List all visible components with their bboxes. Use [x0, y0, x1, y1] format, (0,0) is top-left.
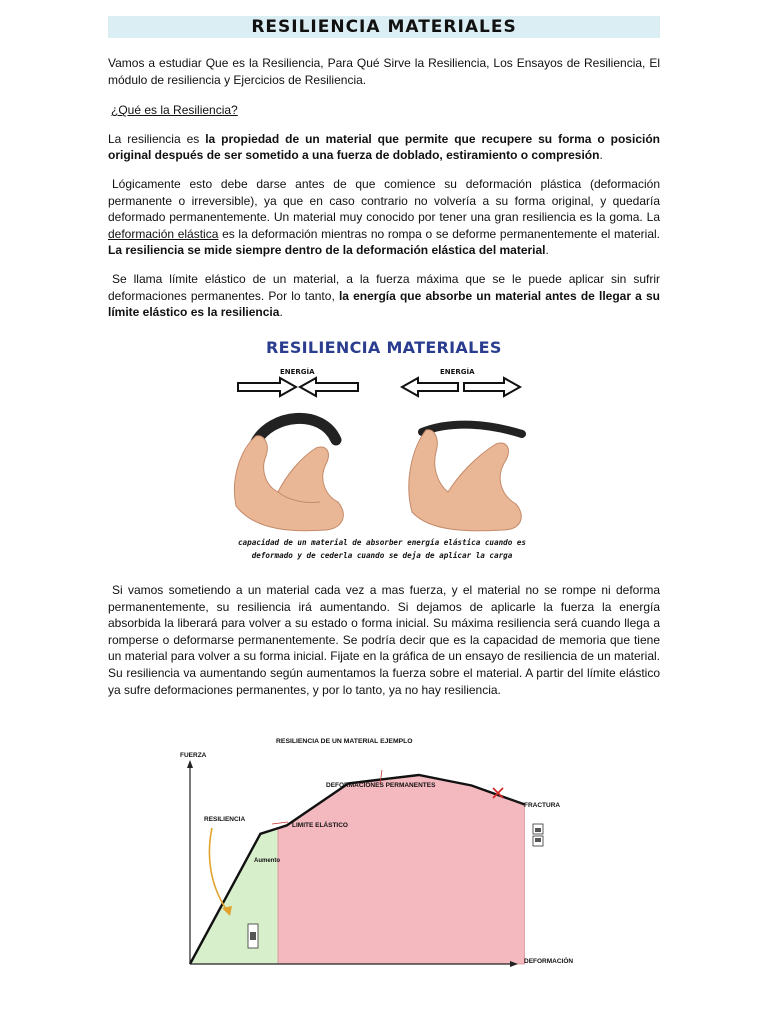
explain-block — [108, 582, 660, 698]
stretch-arrows-icon — [402, 378, 520, 396]
definition-lead: La resiliencia es — [108, 131, 206, 146]
limit-paragraph — [108, 271, 660, 321]
aumento-label: Aumento — [254, 858, 280, 864]
limit-part1: Se llama límite elástico de un material, a la fuerza máxima que se le puede aplicar sin sufrir deformaciones permanentes. Por lo tanto, — [108, 271, 660, 303]
compress-arrows-icon — [238, 378, 358, 396]
definition-paragraph — [108, 131, 660, 164]
resilience-chart — [170, 736, 590, 972]
illustration-drawing — [226, 336, 542, 536]
energy-label-right: ENERGÍA — [440, 368, 475, 376]
y-axis-arrow-icon — [187, 760, 193, 768]
stretching-hand-icon — [409, 425, 522, 531]
x-axis-label: DEFORMACIÓN — [524, 958, 574, 965]
page-title: RESILIENCIA MATERIALES — [108, 16, 660, 38]
logic-end: . — [545, 243, 549, 258]
logic-part1: Lógicamente esto debe darse antes de que comience su deformación plástica (deformación permanente o irreversible), ya que en caso contrario no volvería a su forma original, y quedaría deformado permanentemente. Un material muy conocido por tener una gran resiliencia es la goma. La — [108, 176, 660, 225]
fractura-label: FRACTURA — [524, 802, 561, 809]
caption-line-2: deformado y de cederla cuando se deja de aplicar la carga — [251, 551, 513, 560]
section-question: ¿Qué es la Resiliencia? — [111, 103, 238, 118]
resiliencia-label: RESILIENCIA — [204, 816, 246, 823]
limite-pointer — [272, 822, 288, 824]
document-page — [108, 16, 660, 321]
deformacion-elastica-link[interactable]: deformación elástica — [108, 226, 219, 241]
energy-label-left: ENERGÍA — [280, 368, 315, 376]
logic-paragraph — [108, 176, 660, 259]
chart-canvas — [170, 736, 590, 972]
intro-paragraph: Vamos a estudiar Que es la Resiliencia, Para Qué Sirve la Resiliencia, Los Ensayos de Resiliencia, El módulo de resiliencia y Ejercicios de Resiliencia. — [108, 56, 660, 87]
limite-elastico-label: LIMITE ELÁSTICO — [292, 822, 348, 829]
explain-paragraph: Si vamos sometiendo a un material cada vez a mas fuerza, y el material no se rompe ni deforma permanentemente, su resiliencia irá aumentando. Si dejamos de aplicarle la fuerza la energía absorbida la liberará para volver a su estado o forma inicial. Su máxima resiliencia será cuando llega a romperse o deformarse permanentemente. Se podría decir que es la capacidad de memoria que tiene un material para volver a su forma inicial. Fijate en la gráfica de un ensayo de resiliencia de un material. Su resiliencia va aumentando según aumentamos la fuerza sobre el material. A partir del límite elástico ya sufre deformaciones permanentes, y por lo tanto, ya no hay resiliencia. — [108, 583, 660, 697]
caption-line-1: capacidad de un material de absorber energía elástica cuando es — [237, 538, 527, 547]
definition-bold: la propiedad de un material que permite que recupere su forma o posición original después de ser sometido a una fuerza de doblado, estiramiento o compresión — [108, 131, 660, 163]
specimen-elastic-icon — [248, 924, 258, 948]
illustration-title: RESILIENCIA MATERIALES — [266, 338, 502, 357]
y-axis-label: FUERZA — [180, 752, 207, 759]
resilience-illustration — [226, 336, 542, 568]
region-plastic — [278, 775, 524, 964]
definition-end: . — [599, 148, 603, 163]
limit-end: . — [279, 305, 283, 320]
specimen-fractured-icon — [533, 824, 543, 846]
bending-hand-icon — [234, 418, 343, 530]
deformaciones-label: DEFORMACIONES PERMANENTES — [326, 782, 436, 789]
illustration-caption — [232, 536, 532, 562]
limit-bold: la energía que absorbe un material antes de llegar a su límite elástico es la resiliencia — [108, 288, 660, 320]
logic-part2: es la deformación mientras no rompa o se deforme permanentemente el material. — [218, 226, 660, 241]
logic-bold: La resiliencia se mide siempre dentro de la deformación elástica del material — [108, 243, 546, 258]
chart-title: RESILIENCIA DE UN MATERIAL EJEMPLO — [276, 738, 413, 745]
region-elastic — [190, 828, 278, 964]
